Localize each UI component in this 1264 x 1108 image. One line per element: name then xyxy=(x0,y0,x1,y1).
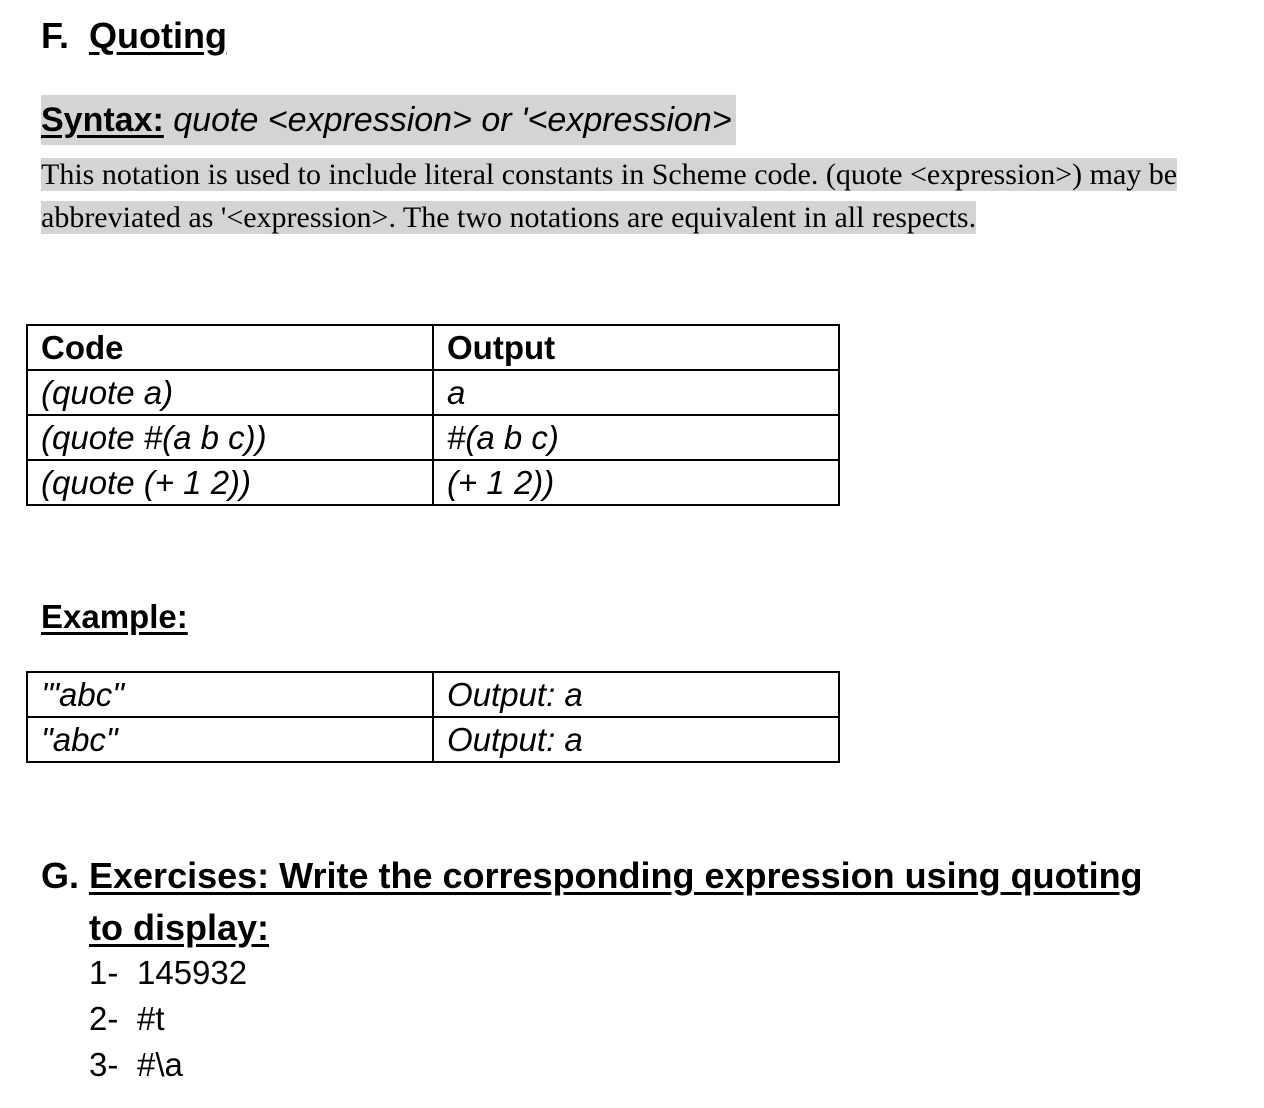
header-cell-output: Output xyxy=(433,325,839,370)
example-output-cell: Output: a xyxy=(433,672,839,717)
example-table xyxy=(26,671,840,763)
syntax-label: Syntax: xyxy=(41,101,164,139)
table-row xyxy=(27,415,839,460)
list-item xyxy=(89,996,247,1042)
list-item xyxy=(89,1042,247,1088)
syntax-line xyxy=(41,95,736,145)
description-paragraph xyxy=(41,153,1191,239)
section-letter: F. xyxy=(41,15,70,56)
example-output-cell: Output: a xyxy=(433,717,839,762)
table-row xyxy=(27,717,839,762)
section-title: Quoting xyxy=(89,15,227,56)
table-header-row xyxy=(27,325,839,370)
item-number: 1- xyxy=(89,954,119,991)
section-title: Exercises: Write the corresponding expression using quoting to display: xyxy=(89,855,1143,948)
table-row xyxy=(27,370,839,415)
description-text: This notation is used to include literal constants in Scheme code. (quote <expression>) may be abbreviated as '<expression>. The two notations are equivalent in all respects. xyxy=(41,158,1178,234)
code-cell: (quote a) xyxy=(27,370,433,415)
quote-table xyxy=(26,324,840,506)
output-cell: (+ 1 2)) xyxy=(433,460,839,505)
item-number: 3- xyxy=(89,1046,119,1083)
section-f-heading xyxy=(41,12,227,60)
item-text: 145932 xyxy=(137,954,248,991)
exercise-list xyxy=(89,950,247,1088)
list-item xyxy=(89,950,247,996)
header-cell-code: Code xyxy=(27,325,433,370)
item-number: 2- xyxy=(89,1000,119,1037)
example-heading: Example: xyxy=(41,598,188,635)
code-cell: (quote (+ 1 2)) xyxy=(27,460,433,505)
table-row xyxy=(27,672,839,717)
output-cell: #(a b c) xyxy=(433,415,839,460)
section-letter: G. xyxy=(41,855,80,896)
table-row xyxy=(27,460,839,505)
example-code-cell: '"abc" xyxy=(27,672,433,717)
output-cell: a xyxy=(433,370,839,415)
item-text: #\a xyxy=(137,1046,183,1083)
section-g-heading xyxy=(41,850,1179,954)
code-cell: (quote #(a b c)) xyxy=(27,415,433,460)
item-text: #t xyxy=(137,1000,165,1037)
example-code-cell: "abc" xyxy=(27,717,433,762)
syntax-expression: quote <expression> or '<expression> xyxy=(163,101,732,139)
